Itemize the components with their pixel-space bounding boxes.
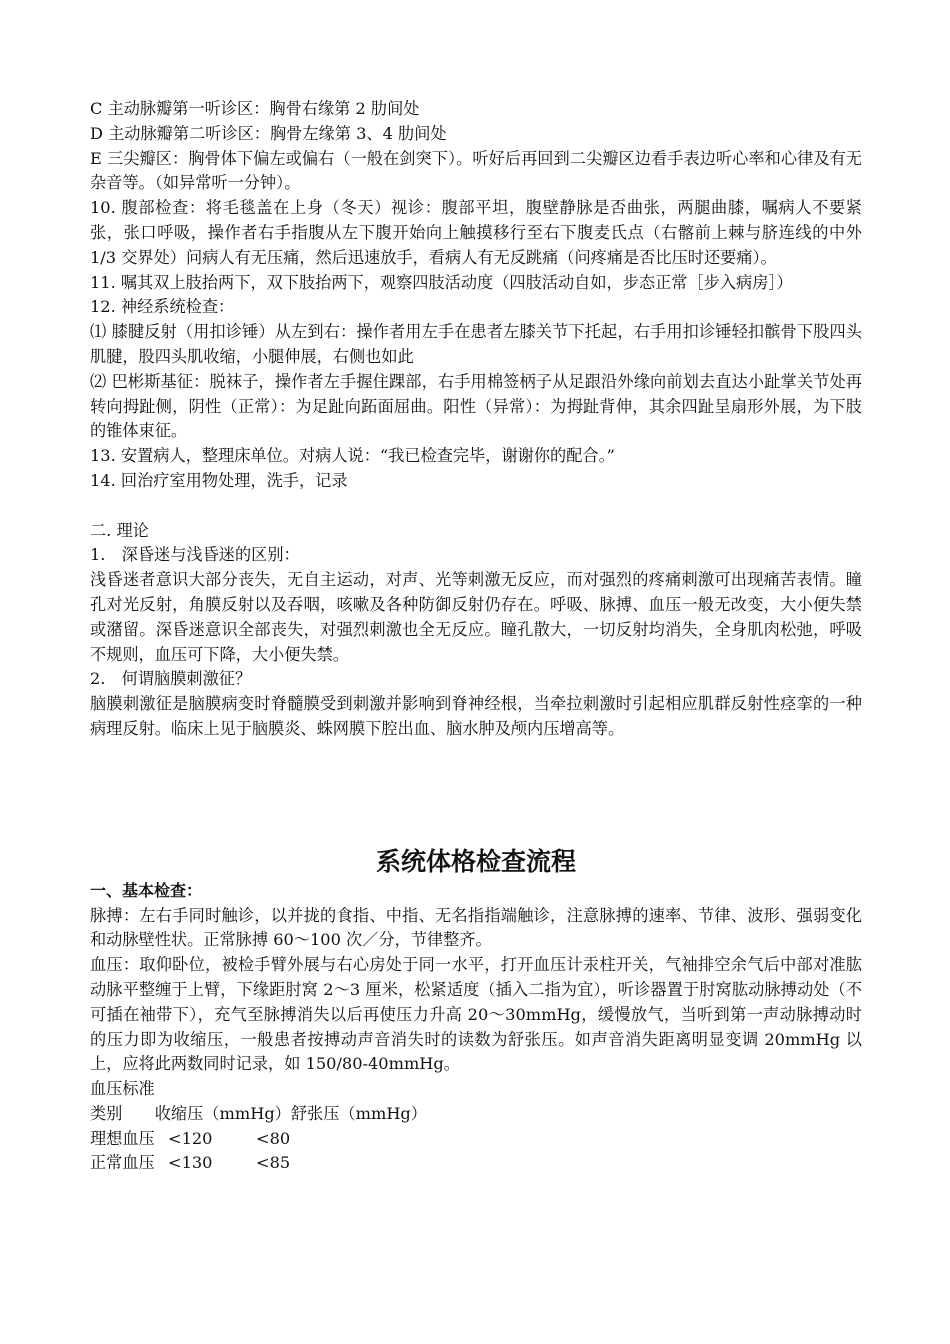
paragraph: E 三尖瓣区：胸骨体下偏左或偏右（一般在剑突下）。听好后再回到二尖瓣区边看手表边听心率和心律及有无杂音等。（如异常听一分钟）。 (90, 148, 862, 193)
table-cell: <80 (256, 1128, 291, 1148)
paragraph: 血压：取仰卧位，被检手臂外展与右心房处于同一水平，打开血压计汞柱开关，气袖排空余气后中部对准肱动脉平整缠于上臂，下缘距肘窝 2～3 厘米，松紧适度（插入二指为宜），听诊器置于肘窝肱动脉搏动处（不可插在袖带下），充气至脉搏消失以后再使压力升高 20～30mmHg，缓慢放气，当听到第一声动脉搏动时的压力即为收缩压，一般患者按搏动声音消失时的读数为舒张压。如声音消失距离明显变调 20mmHg 以上，应将此两数同时记录，如 150/80-40mmHg。 (90, 955, 862, 1074)
paragraph: ⑴ 膝腱反射（用扣诊锤）从左到右：操作者用左手在患者左膝关节下托起，右手用扣诊锤轻扣髌骨下股四头肌腱，股四头肌收缩，小腿伸展，右侧也如此 (90, 322, 862, 366)
answer: 脑膜刺激征是脑膜病变时脊髓膜受到刺激并影响到脊神经根，当牵拉刺激时引起相应肌群反射性痉挛的一种病理反射。临床上见于脑膜炎、蛛网膜下腔出血、脑水肿及颅内压增高等。 (90, 694, 862, 738)
text-line: C 主动脉瓣第一听诊区：胸骨右缘第 2 肋间处 (90, 99, 420, 118)
table-row (90, 1151, 862, 1176)
section-heading: 二. 理论 (90, 520, 149, 540)
paragraph: 11. 嘱其双上肢抬两下，双下肢抬两下，观察四肢活动度（四肢活动自如，步态正常［步入病房］） (90, 272, 793, 292)
paragraph: 14. 回治疗室用物处理，洗手，记录 (90, 470, 348, 490)
text-line: 血压标准 (90, 1079, 155, 1099)
paragraph: ⑵ 巴彬斯基征：脱袜子，操作者左手握住踝部，右手用棉签柄子从足跟沿外缘向前划去直达小趾掌关节处再转向拇趾侧，阴性（正常）：为足趾向跖面屈曲。阳性（异常）：为拇趾背伸，其余四趾呈扇形外展，为下肢的锥体束征。 (90, 371, 862, 441)
paragraph: 10. 腹部检查：将毛毯盖在上身（冬天）视诊：腹部平坦，腹壁静脉是否曲张，两腿曲膝，嘱病人不要紧张，张口呼吸，操作者右手指腹从左下腹开始向上触摸移行至右下腹麦氏点（右髂前上棘与脐连线的中外 1/3 交界处）问病人有无压痛，然后迅速放手，看病人有无反跳痛（问疼痛是否比压时还要痛）。 (90, 198, 862, 267)
table-cell: <120 (168, 1128, 213, 1148)
answer: 浅昏迷者意识大部分丧失，无自主运动，对声、光等刺激无反应，而对强烈的疼痛刺激可出现痛苦表情。瞳孔对光反射，角膜反射以及吞咽，咳嗽及各种防御反射仍存在。呼吸、脉搏、血压一般无改变，大小便失禁或潴留。深昏迷意识全部丧失，对强烈刺激也全无反应。瞳孔散大，一切反射均消失，全身肌肉松弛，呼吸不规则，血压可下降，大小便失禁。 (90, 570, 862, 664)
table-cell: <85 (256, 1153, 291, 1173)
section-heading: 一、基本检查： (90, 880, 203, 900)
question: 2. 何谓脑膜刺激征？ (90, 669, 252, 689)
table-header: 类别 收缩压（mmHg）舒张压（mmHg） (90, 1103, 427, 1123)
table-cell: 理想血压 (90, 1128, 155, 1148)
paragraph: 12. 神经系统检查： (90, 297, 235, 317)
table-cell: <130 (168, 1153, 213, 1173)
paragraph: 13. 安置病人，整理床单位。对病人说：“我已检查完毕，谢谢你的配合。” (90, 446, 615, 466)
document-title: 系统体格检查流程 (375, 846, 576, 876)
paragraph: 脉搏：左右手同时触诊，以并拢的食指、中指、无名指指端触诊，注意脉搏的速率、节律、波形、强弱变化和动脉壁性状。正常脉搏 60～100 次／分，节律整齐。 (90, 905, 862, 950)
table-row (90, 1127, 862, 1152)
question: 1. 深昏迷与浅昏迷的区别： (90, 545, 300, 565)
text-line: D 主动脉瓣第二听诊区：胸骨左缘第 3、4 肋间处 (90, 123, 447, 143)
table-cell: 正常血压 (90, 1153, 155, 1173)
document-page (90, 97, 862, 1176)
blank-space (90, 742, 862, 845)
blank-line (90, 494, 862, 519)
